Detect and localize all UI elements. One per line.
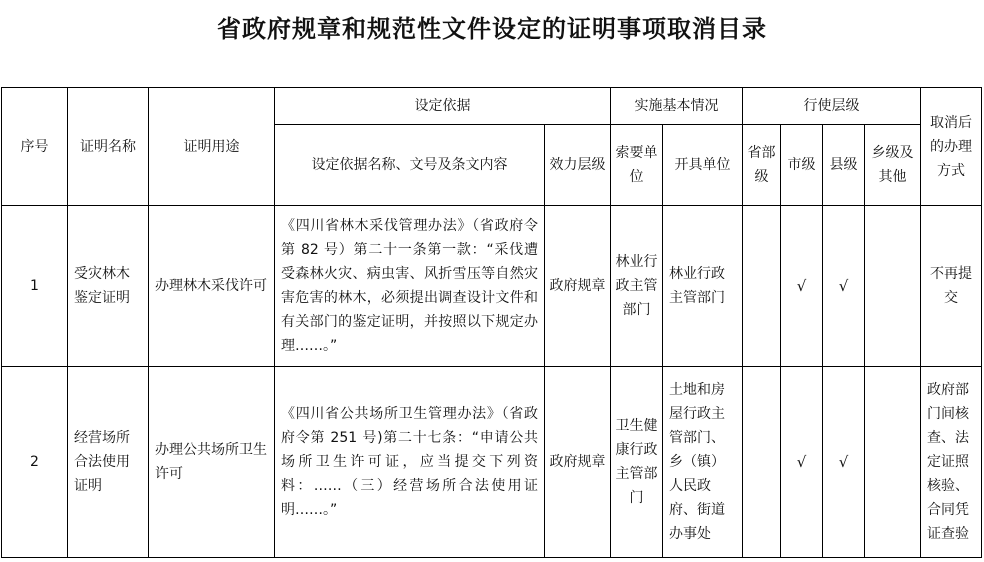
row-name: 受灾林木鉴定证明 (68, 206, 149, 367)
row-seq: 2 (2, 367, 68, 558)
header-basis-content: 设定依据名称、文号及条文内容 (275, 125, 545, 206)
header-seq: 序号 (2, 88, 68, 206)
header-level-group: 行使层级 (743, 88, 921, 125)
row-city-check: √ (781, 206, 823, 367)
header-purpose: 证明用途 (149, 88, 275, 206)
row-county-check: √ (823, 206, 865, 367)
page-title: 省政府规章和规范性文件设定的证明事项取消目录 (217, 15, 767, 43)
row-purpose: 办理林木采伐许可 (149, 206, 275, 367)
header-name: 证明名称 (68, 88, 149, 206)
header-basis-group: 设定依据 (275, 88, 611, 125)
row-town (865, 367, 921, 558)
row-method: 不再提交 (921, 206, 982, 367)
header-row-1 (2, 88, 982, 125)
row-method: 政府部门间核查、法定证照核验、合同凭证查验 (921, 367, 982, 558)
row-purpose: 办理公共场所卫生许可 (149, 367, 275, 558)
header-impl-requester: 索要单位 (611, 125, 663, 206)
row-province (743, 367, 781, 558)
row-name: 经营场所合法使用证明 (68, 367, 149, 558)
table-row (2, 206, 982, 367)
header-level-town: 乡级及其他 (865, 125, 921, 206)
header-level-city: 市级 (781, 125, 823, 206)
row-level: 政府规章 (545, 206, 611, 367)
row-county-check: √ (823, 367, 865, 558)
row-requester: 卫生健康行政主管部门 (611, 367, 663, 558)
header-basis-level: 效力层级 (545, 125, 611, 206)
row-town (865, 206, 921, 367)
header-impl-issuer: 开具单位 (663, 125, 743, 206)
row-basis: 《四川省公共场所卫生管理办法》（省政府令第 251 号)第二十七条：“申请公共场所卫生许可证，应当提交下列资料：……（三）经营场所合法使用证明……。” (275, 367, 545, 558)
row-level: 政府规章 (545, 367, 611, 558)
header-level-province: 省部级 (743, 125, 781, 206)
cancellation-table (1, 87, 982, 558)
header-impl-group: 实施基本情况 (611, 88, 743, 125)
row-province (743, 206, 781, 367)
row-requester: 林业行政主管部门 (611, 206, 663, 367)
table-row (2, 367, 982, 558)
row-city-check: √ (781, 367, 823, 558)
header-level-county: 县级 (823, 125, 865, 206)
row-issuer: 林业行政主管部门 (663, 206, 743, 367)
row-seq: 1 (2, 206, 68, 367)
header-method: 取消后的办理方式 (921, 88, 982, 206)
row-basis: 《四川省林木采伐管理办法》（省政府令第 82 号）第二十一条第一款：“采伐遭受森林火灾、病虫害、风折雪压等自然灾害危害的林木，必须提出调查设计文件和有关部门的鉴定证明，并按照以下规定办理……。” (275, 206, 545, 367)
row-issuer: 土地和房屋行政主管部门、乡（镇）人民政府、街道办事处 (663, 367, 743, 558)
